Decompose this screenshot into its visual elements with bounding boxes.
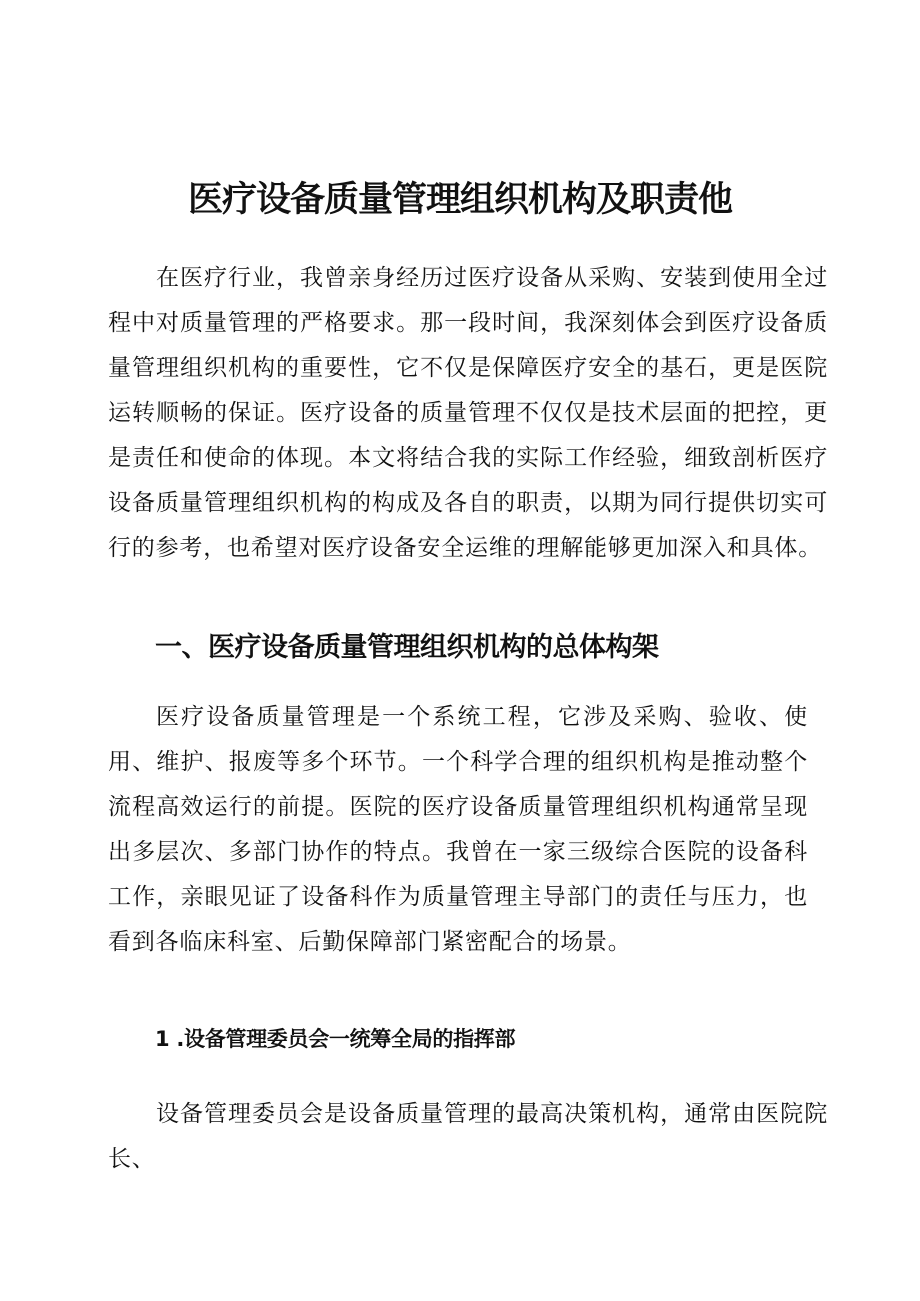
subsection-paragraph: 设备管理委员会是设备质量管理的最高决策机构，通常由医院院长、 (108, 1101, 828, 1172)
document-title: 医疗设备质量管理组织机构及职责他 (187, 180, 732, 220)
section-paragraph: 医疗设备质量管理是一个系统工程，它涉及采购、验收、使用、维护、报废等多个环节。一个科学合理的组织机构是推动整个流程高效运行的前提。医院的医疗设备质量管理组织机构通常呈现出多层次、多部门协作的特点。我曾在一家三级综合医院的设备科工作，亲眼见证了设备科作为质量管理主导部门的责任与压力，也看到各临床科室、后勤保障部门紧密配合的场景。 (108, 704, 808, 955)
section-heading: 一、医疗设备质量管理组织机构的总体构架 (155, 632, 659, 663)
subsection-heading: 1 .设备管理委员会一统筹全局的指挥部 (155, 1027, 516, 1051)
intro-paragraph: 在医疗行业，我曾亲身经历过医疗设备从采购、安装到使用全过程中对质量管理的严格要求。那一段时间，我深刻体会到医疗设备质量管理组织机构的重要性，它不仅是保障医疗安全的基石，更是医院运转顺畅的保证。医疗设备的质量管理不仅仅是技术层面的把控，更是责任和使命的体现。本文将结合我的实际工作经验，细致剖析医疗设备质量管理组织机构的构成及各自的职责，以期为同行提供切实可行的参考，也希望对医疗设备安全运维的理解能够更加深入和具体。 (108, 265, 828, 561)
